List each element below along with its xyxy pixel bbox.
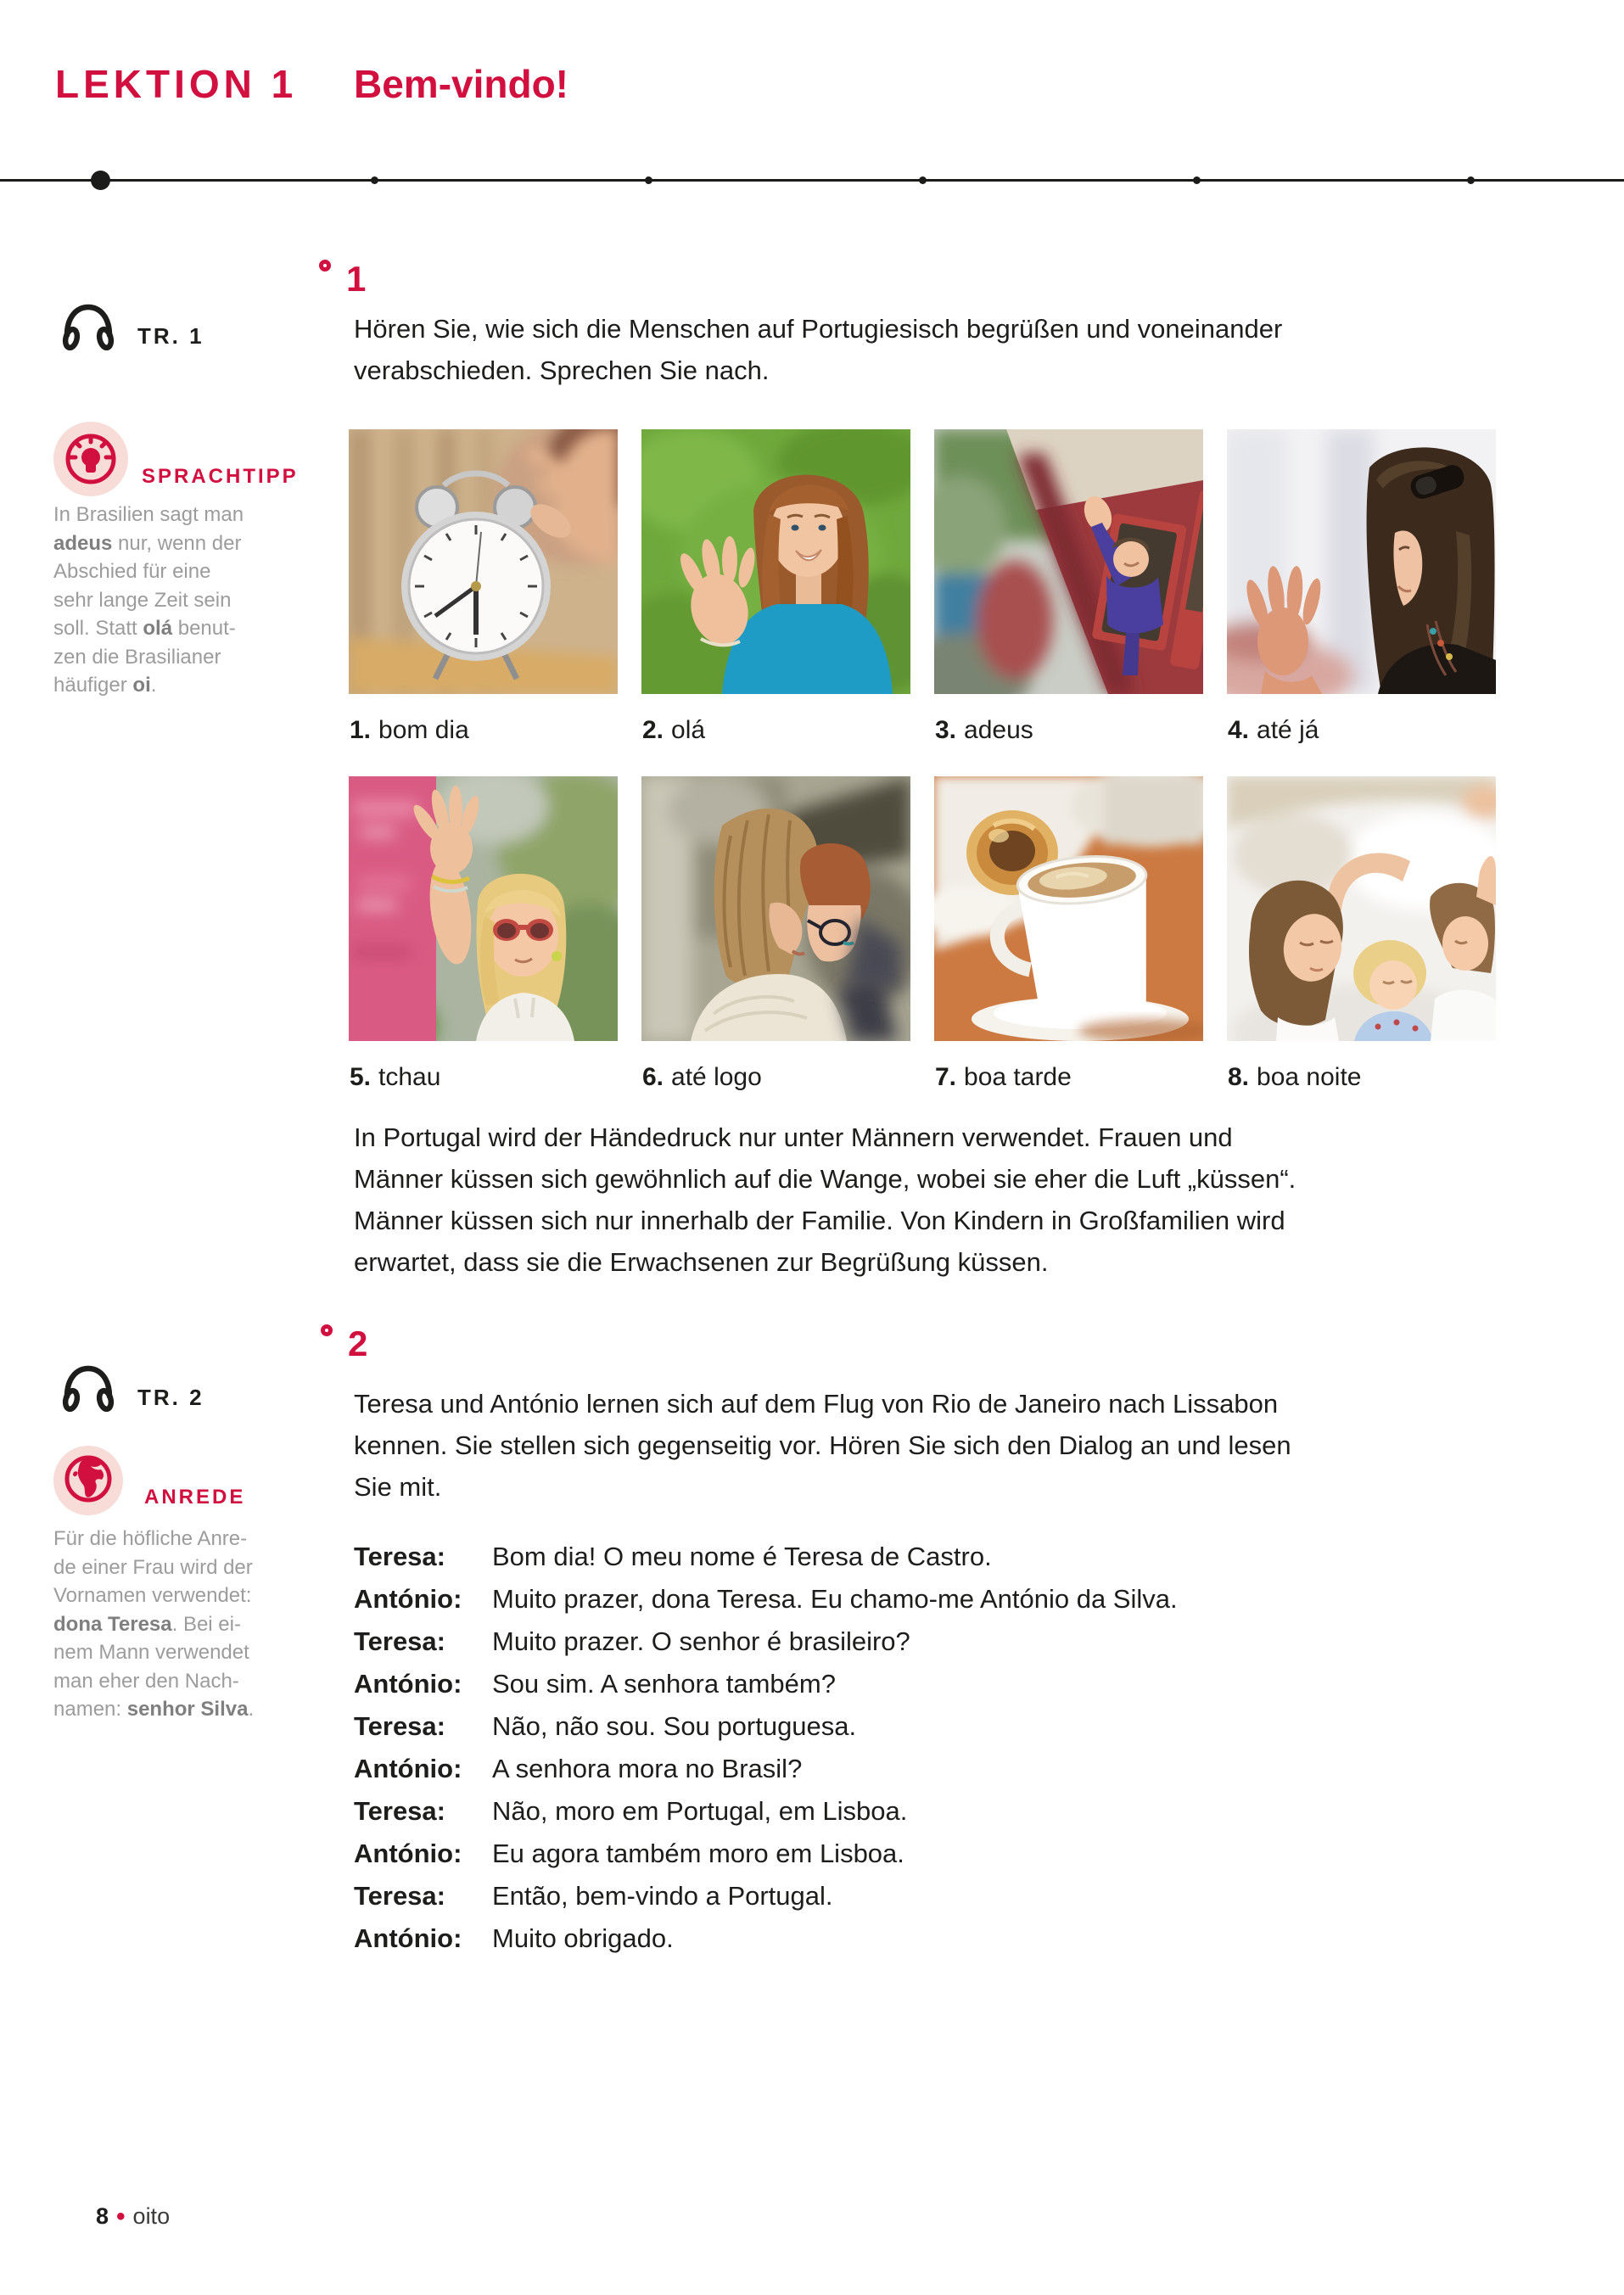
lesson-number-label: LEKTION 1 (55, 62, 298, 106)
timeline-dot (919, 176, 927, 184)
caption-tchau (350, 1063, 440, 1092)
text-line: Hören Sie, wie sich die Menschen auf Portugiesisch begrüßen und voneinander (354, 314, 1283, 344)
tip-line: dona Teresa. Bei ei- (53, 1612, 241, 1636)
task-ring-icon (321, 1324, 333, 1336)
tip-line: Für die höfliche Anre- (53, 1527, 248, 1550)
globe-icon (53, 1444, 123, 1518)
dialog (354, 1536, 1525, 1960)
photo-ola (641, 429, 910, 694)
dialog-text: A senhora mora no Brasil? (492, 1754, 803, 1783)
text-line: In Portugal wird der Händedruck nur unter Männern verwendet. Frauen und (354, 1122, 1233, 1152)
caption-word: olá (671, 716, 706, 744)
caption-boa-noite (1228, 1063, 1361, 1092)
caption-ola (642, 716, 705, 745)
caption-number: 2. (642, 716, 664, 744)
anrede-badge (53, 1446, 123, 1515)
dialog-row (354, 1705, 1525, 1748)
dialog-text: Muito prazer, dona Teresa. Eu chamo-me António da Silva. (492, 1584, 1178, 1614)
culture-note (354, 1117, 1296, 1283)
text-line: Teresa und António lernen sich auf dem Flug von Rio de Janeiro nach Lissabon (354, 1389, 1279, 1419)
dialog-speaker: António: (354, 1669, 462, 1699)
dialog-row (354, 1790, 1525, 1833)
task-ring-icon (319, 260, 331, 271)
caption-number: 6. (642, 1063, 664, 1091)
track-1-label: TR. 1 (137, 323, 204, 349)
caption-number: 8. (1228, 1063, 1250, 1091)
track-2-label: TR. 2 (137, 1385, 204, 1410)
tip-line: adeus nur, wenn der (53, 531, 242, 555)
caption-word: boa noite (1257, 1063, 1362, 1091)
timeline-dot (1193, 176, 1201, 184)
dialog-text: Eu agora também moro em Lisboa. (492, 1839, 904, 1868)
caption-word: adeus (964, 716, 1033, 744)
caption-bom-dia (350, 716, 469, 745)
caption-number: 3. (935, 716, 957, 744)
text-line: Männer küssen sich nur innerhalb der Familie. Von Kindern in Großfamilien wird (354, 1206, 1285, 1235)
timeline-dot (645, 176, 652, 184)
task-2-marker (321, 1324, 389, 1375)
audio-track-1 (61, 301, 204, 355)
task-2-number: 2 (348, 1324, 368, 1363)
timeline-dot (1467, 176, 1475, 184)
tip-line: namen: senhor Silva. (53, 1698, 255, 1721)
dialog-speaker: Teresa: (354, 1796, 445, 1826)
caption-word: boa tarde (964, 1063, 1072, 1091)
dialog-speaker: António: (354, 1923, 462, 1953)
task-2-instruction (354, 1383, 1291, 1508)
caption-ate-ja (1228, 716, 1319, 745)
text-line: kennen. Sie stellen sich gegenseitig vor. Hören Sie sich den Dialog an und lesen (354, 1430, 1291, 1460)
dialog-row (354, 1833, 1525, 1875)
footer-bullet-icon: • (116, 2202, 126, 2231)
dialog-text: Sou sim. A senhora também? (492, 1669, 836, 1699)
page-number-word: oito (132, 2203, 171, 2229)
tip-line: nem Mann verwendet (53, 1641, 249, 1664)
photo-boa-tarde (934, 776, 1203, 1041)
tip-line: Abschied für eine (53, 560, 211, 583)
text-line: Sie mit. (354, 1472, 442, 1502)
dialog-text: Então, bem-vindo a Portugal. (492, 1881, 833, 1911)
tip-line: häufiger oi. (53, 674, 157, 697)
anrede-text (53, 1525, 254, 1724)
dialog-row (354, 1875, 1525, 1917)
tip-line: soll. Statt olá benut- (53, 617, 236, 640)
dialog-speaker: Teresa: (354, 1626, 445, 1656)
sprachtipp-text (53, 501, 244, 700)
dialog-text: Muito prazer. O senhor é brasileiro? (492, 1626, 910, 1656)
task-1-instruction (354, 308, 1282, 391)
tip-line: In Brasilien sagt man (53, 503, 244, 526)
caption-adeus (935, 716, 1033, 745)
photo-ate-ja (1227, 429, 1496, 694)
timeline-current-dot (91, 171, 110, 190)
caption-word: até logo (671, 1063, 762, 1091)
dialog-speaker: António: (354, 1754, 462, 1783)
task-1-number: 1 (346, 259, 367, 299)
dialog-speaker: António: (354, 1584, 462, 1614)
sprachtipp-badge (53, 422, 128, 496)
dialog-row (354, 1663, 1525, 1705)
photo-bom-dia (349, 429, 618, 694)
headphones-icon (61, 1363, 115, 1416)
page-number: 8 (96, 2203, 109, 2229)
photo-ate-logo (641, 776, 910, 1041)
tip-line: Vornamen verwendet: (53, 1584, 252, 1607)
timeline-rule (0, 179, 1624, 182)
headphones-icon (61, 301, 115, 355)
dialog-speaker: Teresa: (354, 1881, 445, 1911)
caption-word: até já (1257, 716, 1319, 744)
dialog-row (354, 1578, 1525, 1620)
audio-track-2 (61, 1363, 204, 1416)
dialog-text: Não, não sou. Sou portuguesa. (492, 1711, 857, 1741)
caption-number: 5. (350, 1063, 372, 1091)
text-line: verabschieden. Sprechen Sie nach. (354, 355, 770, 385)
caption-number: 4. (1228, 716, 1250, 744)
dialog-row (354, 1620, 1525, 1663)
page-title: Bem-vindo! (354, 62, 568, 106)
dialog-text: Bom dia! O meu nome é Teresa de Castro. (492, 1542, 992, 1571)
caption-ate-logo (642, 1063, 762, 1092)
caption-number: 1. (350, 716, 372, 744)
dialog-text: Não, moro em Portugal, em Lisboa. (492, 1796, 908, 1826)
caption-word: tchau (378, 1063, 441, 1091)
text-line: erwartet, dass sie die Erwachsenen zur Begrüßung küssen. (354, 1247, 1049, 1277)
dialog-speaker: Teresa: (354, 1542, 445, 1571)
sprachtipp-label: SPRACHTIPP (142, 465, 299, 488)
text-line: Männer küssen sich gewöhnlich auf die Wange, wobei sie eher die Luft „küssen“. (354, 1164, 1296, 1194)
tip-line: sehr lange Zeit sein (53, 588, 232, 612)
photo-tchau (349, 776, 618, 1041)
tip-line: zen die Brasilianer (53, 645, 221, 669)
tip-line: man eher den Nach- (53, 1669, 239, 1693)
anrede-label: ANREDE (144, 1486, 246, 1509)
photo-adeus (934, 429, 1203, 694)
dialog-row (354, 1536, 1525, 1578)
lightbulb-icon (53, 420, 128, 499)
caption-word: bom dia (378, 716, 469, 744)
dialog-text: Muito obrigado. (492, 1923, 674, 1953)
dialog-row (354, 1748, 1525, 1790)
tip-line: de einer Frau wird der (53, 1555, 253, 1579)
caption-boa-tarde (935, 1063, 1072, 1092)
timeline-dot (371, 176, 378, 184)
photo-boa-noite (1227, 776, 1496, 1041)
page-footer (96, 2203, 170, 2230)
dialog-row (354, 1917, 1525, 1960)
task-1-marker (319, 260, 387, 311)
caption-number: 7. (935, 1063, 957, 1091)
dialog-speaker: Teresa: (354, 1711, 445, 1741)
dialog-speaker: António: (354, 1839, 462, 1868)
